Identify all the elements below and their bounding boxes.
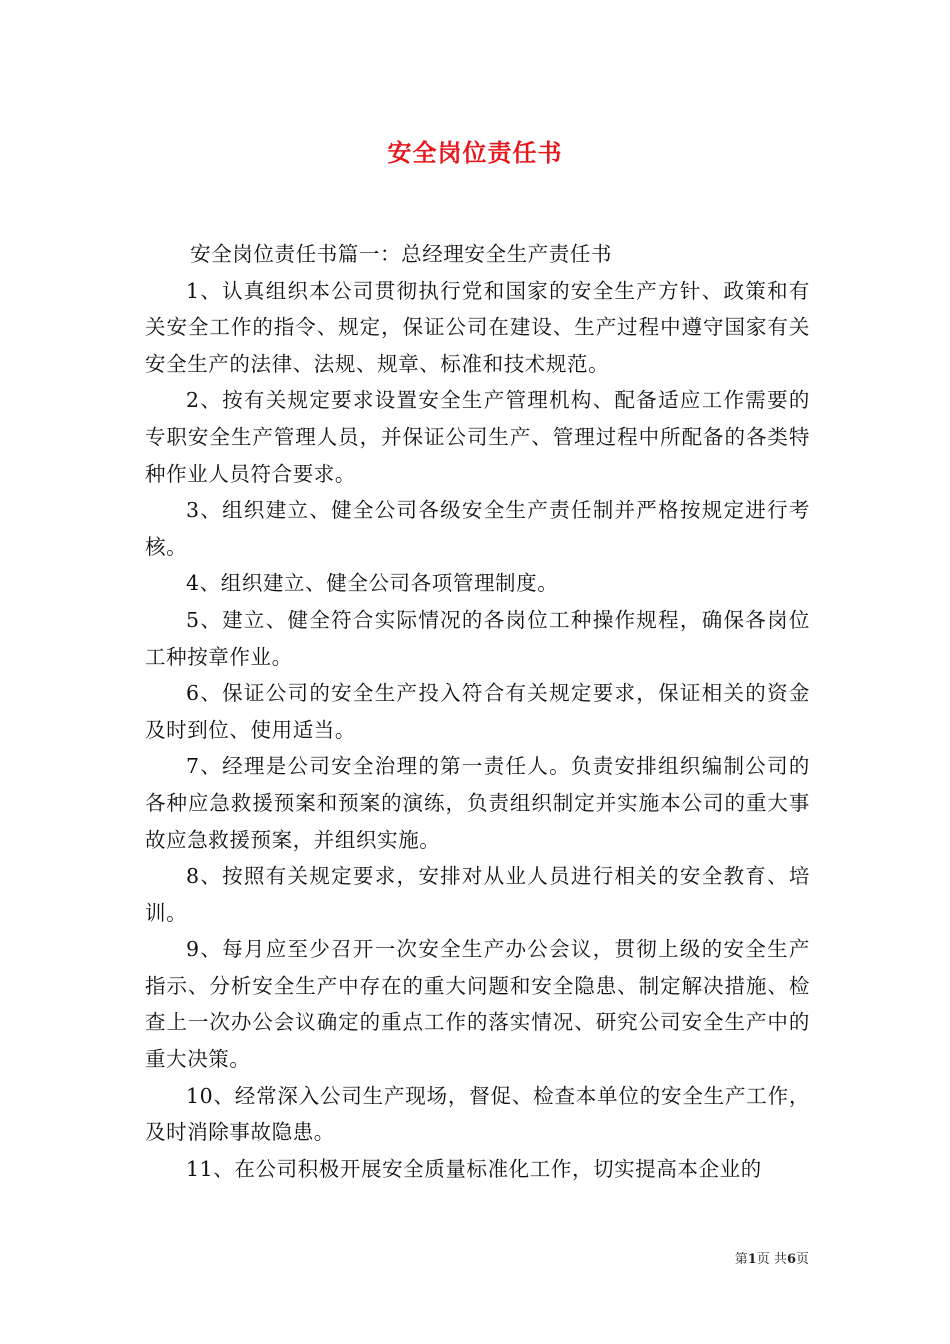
page-footer bbox=[735, 1248, 809, 1267]
paragraph-2: 2、按有关规定要求设置安全生产管理机构、配备适应工作需要的专职安全生产管理人员，并保证公司生产、管理过程中所配备的各类特种作业人员符合要求。 bbox=[145, 388, 810, 486]
paragraph-7: 7、经理是公司安全治理的第一责任人。负责安排组织编制公司的各种应急救援预案和预案的演练，负责组织制定并实施本公司的重大事故应急救援预案，并组织实施。 bbox=[145, 754, 810, 852]
document-body bbox=[145, 236, 810, 1187]
footer-suffix: 页 bbox=[795, 1252, 809, 1267]
section-heading: 安全岗位责任书篇一：总经理安全生产责任书 bbox=[190, 242, 613, 266]
paragraph-11: 11、在公司积极开展安全质量标准化工作，切实提高本企业的 bbox=[186, 1156, 762, 1181]
paragraph-9: 9、每月应至少召开一次安全生产办公会议，贯彻上级的安全生产指示、分析安全生产中存在的重大问题和安全隐患、制定解决措施、检查上一次办公会议确定的重点工作的落实情况、研究公司安全生产中的重大决策。 bbox=[145, 937, 810, 1072]
paragraph-5: 5、建立、健全符合实际情况的各岗位工种操作规程，确保各岗位工种按章作业。 bbox=[145, 607, 810, 669]
document-title: 安全岗位责任书 bbox=[387, 138, 563, 167]
footer-total-pages: 6 bbox=[786, 1252, 796, 1267]
footer-prefix: 第 bbox=[734, 1252, 748, 1267]
paragraph-10: 10、经常深入公司生产现场，督促、检查本单位的安全生产工作，及时消除事故隐患。 bbox=[145, 1083, 810, 1145]
paragraph-6: 6、保证公司的安全生产投入符合有关规定要求，保证相关的资金及时到位、使用适当。 bbox=[145, 681, 810, 742]
paragraph-4: 4、组织建立、健全公司各项管理制度。 bbox=[186, 571, 559, 596]
paragraph-3: 3、组织建立、健全公司各级安全生产责任制并严格按规定进行考核。 bbox=[145, 498, 810, 559]
paragraph-1: 1、认真组织本公司贯彻执行党和国家的安全生产方针、政策和有关安全工作的指令、规定，保证公司在建设、生产过程中遵守国家有关安全生产的法律、法规、规章、标准和技术规范。 bbox=[145, 278, 810, 376]
paragraph-8: 8、按照有关规定要求，安排对从业人员进行相关的安全教育、培训。 bbox=[145, 864, 810, 925]
footer-middle: 页 共 bbox=[756, 1252, 787, 1267]
footer-current-page: 1 bbox=[747, 1252, 757, 1267]
